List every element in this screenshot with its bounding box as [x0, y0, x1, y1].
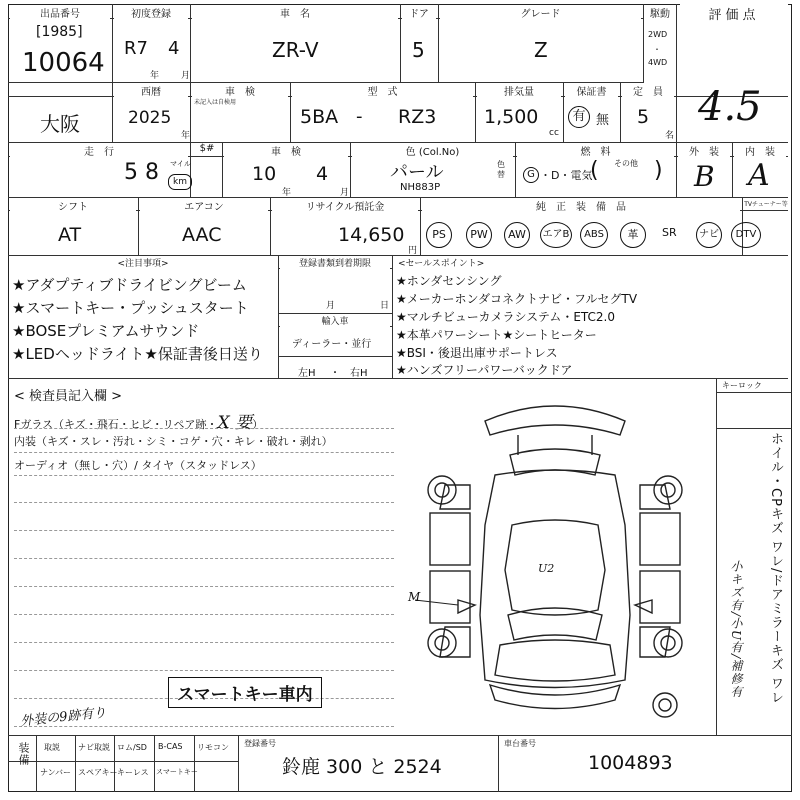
mile-label: マイル: [170, 160, 191, 168]
inspection-expiry-label: 車 検: [224, 143, 348, 158]
deadline-month-unit: 月: [326, 301, 336, 311]
right-hand-drive: 右H: [350, 368, 368, 379]
warranty-yes: 有: [568, 106, 590, 128]
inspection-year: 10: [252, 163, 277, 185]
col-divider: [190, 82, 191, 142]
left-hand-drive: 左H: [298, 368, 316, 379]
row-divider: [8, 378, 788, 379]
accessory-bcas: B-CAS: [158, 742, 183, 751]
inspection-sub-label: 未記入は自検用: [194, 99, 237, 106]
chassis-label: 車台番号: [504, 739, 536, 748]
deadline-day-unit: 日: [380, 301, 390, 311]
col-divider: [190, 142, 191, 197]
col-divider: [138, 197, 139, 255]
warranty-no: 無: [596, 113, 610, 128]
equip-airbag: エアB: [540, 222, 572, 248]
col-divider: [676, 4, 677, 156]
col-divider: [36, 735, 37, 792]
reg-era: R7: [124, 38, 148, 59]
accessory-manual: 取説: [44, 743, 60, 752]
row-divider: [8, 761, 238, 762]
accessory-smart-key: スマートキー: [156, 768, 198, 776]
windshield-line: [14, 408, 263, 433]
sales-point-5: ★BSI・後退出庫サポートレス: [396, 346, 558, 360]
reg-deadline-label: 登録書類到着期限: [280, 256, 390, 269]
plate-number: 鈴鹿 300 と 2524: [282, 756, 442, 778]
col-divider: [194, 735, 195, 792]
col-divider: [154, 735, 155, 792]
aircon-label: エアコン: [140, 198, 268, 213]
col-divider: [515, 142, 516, 197]
evaluation-score: 4.5: [698, 84, 762, 130]
sales-point-1: ★ホンダセンシング: [396, 274, 502, 288]
western-year-label: 西暦: [114, 83, 188, 98]
caution-line-3: ★BOSEプレミアムサウンド: [12, 322, 200, 340]
caution-line-4: ★LEDヘッドライト★保証書後日送り: [12, 345, 263, 363]
sales-point-6: ★ハンズフリーパワーバックドア: [396, 363, 573, 377]
fuel-options: ・D・電気: [540, 169, 593, 182]
first-registration-label: 初度登録: [114, 5, 188, 20]
recycle-value: 14,650: [338, 224, 405, 246]
yen-unit: 円: [408, 246, 418, 256]
interior-condition-line: 内装（キズ・スレ・汚れ・シミ・コゲ・穴・キレ・破れ・剥れ）: [14, 435, 333, 448]
drive-label: 駆動: [645, 5, 675, 20]
lot-prefix: [1985]: [36, 24, 83, 40]
door-label: ドア: [402, 5, 436, 20]
warranty-label: 保証書: [565, 83, 618, 98]
inspector-title: < 検査員記入欄 >: [14, 389, 123, 404]
location: 大阪: [40, 112, 80, 136]
color-change-label: 色替: [497, 160, 505, 179]
cc-unit: cc: [549, 128, 559, 138]
accessory-spare-key: スペアキー: [78, 768, 118, 777]
lot-number: 10064: [22, 48, 105, 78]
key-lock-label: キーロック: [722, 381, 762, 390]
shift-value: AT: [58, 224, 82, 246]
col-divider: [716, 378, 717, 735]
equip-leather: 革: [620, 222, 646, 248]
row-divider: [278, 356, 392, 357]
accessory-remote: リモコン: [197, 743, 229, 752]
fuel-other-label: その他: [614, 159, 638, 168]
displacement: 1,500: [484, 106, 539, 128]
diagram-mark-m: M: [408, 590, 421, 604]
smart-key-stamp: スマートキー車内: [168, 677, 322, 708]
equip-ps: PS: [426, 222, 452, 248]
drive-4wd: 4WD: [648, 58, 668, 67]
chassis-number: 1004893: [588, 752, 673, 774]
sales-point-4: ★本革パワーシート★シートヒーター: [396, 328, 597, 342]
interior-label: 内 装: [734, 143, 786, 158]
caution-line-2: ★スマートキー・プッシュスタート: [12, 299, 249, 317]
color-code: NH883P: [400, 182, 441, 193]
lr-dot: ・: [330, 368, 340, 379]
interior-grade: A: [748, 158, 770, 193]
drive-dot: ・: [653, 45, 661, 54]
reg-month: 4: [168, 38, 180, 59]
km-unit: km: [168, 174, 192, 190]
accessory-keyless: キーレス: [117, 768, 149, 777]
col-divider: [238, 735, 239, 792]
windshield-end: ）: [252, 418, 264, 431]
col-divider: [620, 82, 621, 142]
grade-label: グレード: [440, 5, 641, 20]
equip-abs: ABS: [580, 222, 608, 248]
color-label: 色 (Col.No): [352, 143, 513, 158]
exterior-grade: B: [694, 160, 715, 193]
lot-number-label: 出品番号: [10, 5, 110, 20]
fuel-paren-open: (: [590, 158, 599, 183]
shift-label: シフト: [10, 198, 136, 213]
sales-point-2: ★メーカーホンダコネクトナビ・フルセグTV: [396, 292, 638, 306]
audio-tire-line: オーディオ（無し・穴）/ タイヤ（スタッドレス）: [14, 459, 262, 472]
exterior-label: 外 装: [678, 143, 730, 158]
col-divider: [112, 4, 113, 142]
col-divider: [350, 142, 351, 197]
windshield-text: Fガラス（キズ・飛石・ヒビ・リペア跡・: [14, 418, 218, 431]
displacement-label: 排気量: [477, 83, 561, 98]
reg-year-unit: 年: [150, 71, 160, 81]
drive-2wd: 2WD: [648, 30, 668, 39]
row-divider: [716, 428, 792, 429]
equip-pw: PW: [466, 222, 492, 248]
caution-label: <注目事項>: [10, 256, 276, 269]
handwritten-vertical-note: 小キズ有/小U有/補修有: [729, 560, 743, 699]
col-divider: [676, 142, 677, 197]
windshield-mark: X 要: [217, 413, 253, 433]
mileage-label: 走 行: [10, 143, 188, 158]
row-divider: [716, 392, 792, 393]
sales-point-label: <セールスポイント>: [398, 259, 485, 269]
score-label: 評価点: [680, 4, 788, 23]
handwritten-note: 外装の9跡有り: [19, 705, 108, 730]
model-label: 型 式: [292, 83, 473, 98]
row-divider: [8, 735, 792, 736]
wheel-mirror-comment: ホイル・CPキズ ワレ/ドアミラーキズ ワレ: [768, 432, 783, 705]
model-prefix: 5BA: [300, 106, 339, 128]
col-divider: [278, 255, 279, 378]
grade: Z: [534, 38, 548, 62]
equip-aw: AW: [504, 222, 530, 248]
equip-sunroof: SR: [662, 226, 677, 239]
accessories-label: 装備: [17, 742, 30, 766]
sales-point-3: ★マルチビューカメラシステム・ETC2.0: [396, 310, 615, 324]
plate-label: 登録番号: [244, 739, 276, 748]
equip-navi: ナビ: [696, 222, 722, 248]
inspection-month-unit: 月: [340, 188, 350, 198]
col-divider: [732, 142, 733, 197]
col-divider: [270, 197, 271, 255]
diagram-mark-u2: U2: [538, 562, 555, 575]
fuel-label: 燃 料: [517, 143, 674, 158]
import-label: 輸入車: [280, 314, 390, 327]
capacity-label: 定 員: [622, 83, 674, 98]
car-name-label: 車 名: [192, 5, 398, 20]
fuel-gasoline: G: [523, 167, 539, 183]
western-year: 2025: [128, 108, 172, 128]
door-count: 5: [412, 38, 425, 62]
car-damage-diagram: [400, 395, 710, 730]
inspection-month: 4: [316, 163, 329, 185]
col-divider: [498, 735, 499, 792]
caution-line-1: ★アダプティブドライビングビーム: [12, 276, 247, 294]
equipment-label: 純 正 装 備 品: [422, 198, 740, 213]
western-year-unit: 年: [181, 131, 191, 141]
col-divider: [290, 82, 291, 142]
tv-tuner-label: TVチューナー等: [744, 201, 788, 208]
dealer-parallel: ディーラー・並行: [292, 339, 372, 350]
equip-dtv: DTV: [731, 222, 761, 248]
col-divider: [475, 82, 476, 142]
col-divider: [563, 82, 564, 142]
col-divider: [420, 197, 421, 255]
aircon-value: AAC: [182, 224, 222, 246]
reg-month-unit: 月: [181, 71, 191, 81]
inspection-year-unit: 年: [282, 188, 292, 198]
color-name: パール: [390, 162, 444, 183]
model-dash: -: [356, 106, 363, 127]
col-divider: [392, 255, 393, 378]
sharp-label: $#: [194, 143, 220, 154]
mileage-value: 5 8: [124, 160, 159, 185]
col-divider: [114, 735, 115, 792]
accessory-rom-sd: ロム/SD: [117, 743, 147, 752]
capacity: 5: [637, 106, 650, 128]
fuel-paren-close: ): [654, 158, 663, 183]
accessory-navi-manual: ナビ取説: [78, 743, 110, 752]
col-divider: [222, 142, 223, 197]
model-code: RZ3: [398, 106, 437, 128]
inspection-label: 車 検: [192, 83, 288, 98]
col-divider: [75, 735, 76, 792]
capacity-unit: 名: [665, 131, 675, 141]
car-name: ZR-V: [272, 38, 319, 62]
recycle-label: リサイクル預託金: [272, 198, 418, 213]
accessory-plate: ナンバー: [40, 768, 72, 777]
